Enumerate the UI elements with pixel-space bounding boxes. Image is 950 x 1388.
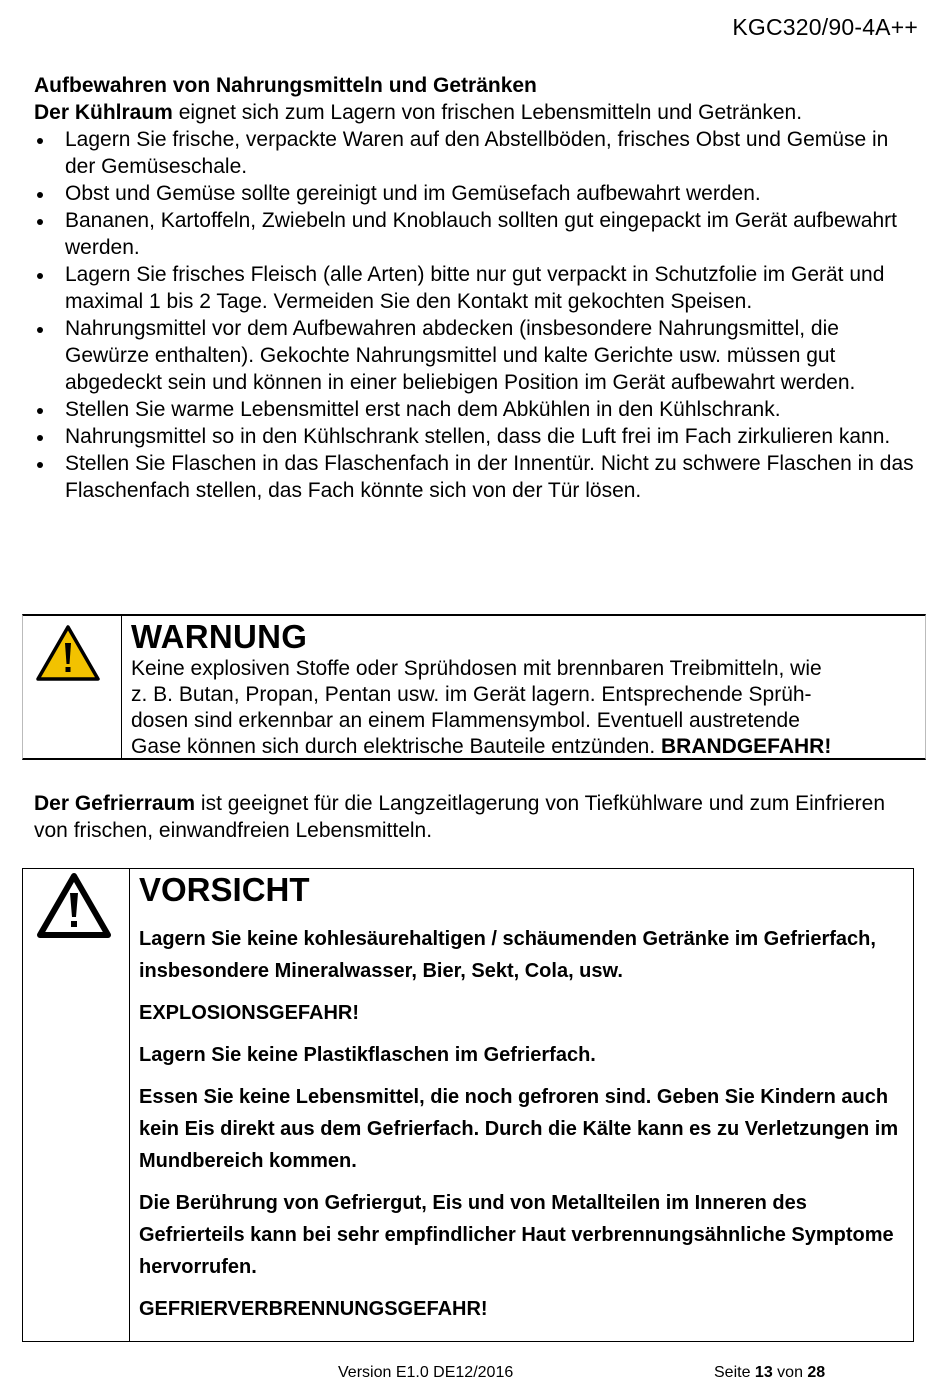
caution-icon-cell	[23, 869, 130, 1341]
list-item	[34, 126, 924, 180]
caution-paragraph: EXPLOSIONSGEFAHR!	[139, 1002, 360, 1024]
caution-title: VORSICHT	[139, 871, 310, 908]
caution-paragraph: Lagern Sie keine Plastikflaschen im Gefrierfach.	[139, 1044, 596, 1066]
section-heading: Aufbewahren von Nahrungsmitteln und Getränken	[34, 74, 537, 97]
caution-box	[22, 868, 914, 1342]
footer-page-number	[714, 1364, 825, 1382]
warning-line: dosen sind erkennbar an einem Flammensymbol. Eventuell austretende	[131, 709, 800, 732]
warning-triangle-icon	[35, 624, 101, 682]
list-item	[34, 315, 924, 396]
list-item	[34, 261, 924, 315]
warning-line-text: Gase können sich durch elektrische Bauteile entzünden.	[131, 735, 661, 758]
warning-line: z. B. Butan, Propan, Pentan usw. im Gerät lagern. Entsprechende Sprüh-	[131, 683, 812, 706]
footer-page-current: 13	[754, 1364, 773, 1381]
list-item	[34, 180, 924, 207]
storage-section	[34, 72, 924, 504]
list-item-text: Bananen, Kartoffeln, Zwiebeln und Knoblauch sollten gut eingepackt im Gerät aufbewahrt werden.	[65, 209, 897, 259]
bullet-icon	[37, 408, 43, 414]
list-item-text: Nahrungsmittel so in den Kühlschrank stellen, dass die Luft frei im Fach zirkulieren kann.	[65, 425, 891, 448]
caution-paragraph: Die Berührung von Gefriergut, Eis und von Metallteilen im Inneren des Gefrierteils kann bei sehr empfindlicher Haut verbrennungsähnliche Symptome hervorrufen.	[139, 1192, 894, 1278]
caution-paragraph: GEFRIERVERBRENNUNGSGEFAHR!	[139, 1298, 488, 1320]
caution-text	[139, 871, 899, 1335]
list-item	[34, 450, 924, 504]
bullet-icon	[37, 138, 43, 144]
warning-emphasis: BRANDGEFAHR!	[661, 735, 832, 758]
list-item-text: Stellen Sie Flaschen in das Flaschenfach in der Innentür. Nicht zu schwere Flaschen in das Flaschenfach stellen, das Fach könnte sich von der Tür lösen.	[65, 452, 914, 502]
list-item	[34, 207, 924, 261]
caution-paragraph: Lagern Sie keine kohlesäurehaltigen / schäumenden Getränke im Gefrierfach, insbesondere Mineralwasser, Bier, Sekt, Cola, usw.	[139, 928, 876, 982]
fridge-intro	[34, 99, 924, 126]
footer-page-label: Seite	[714, 1364, 755, 1381]
list-item-text: Lagern Sie frisches Fleisch (alle Arten) bitte nur gut verpackt in Schutzfolie im Gerät und maximal 1 bis 2 Tage. Vermeiden Sie den Kontakt mit gekochten Speisen.	[65, 263, 885, 313]
footer-version: Version E1.0 DE12/2016	[338, 1364, 514, 1381]
warning-icon-cell	[23, 616, 122, 758]
caution-triangle-icon	[35, 871, 113, 941]
list-item-text: Lagern Sie frische, verpackte Waren auf den Abstellböden, frisches Obst und Gemüse in der Gemüseschale.	[65, 128, 889, 178]
list-item	[34, 423, 924, 450]
warning-text	[131, 618, 921, 760]
bullet-icon	[37, 327, 43, 333]
storage-bullet-list	[34, 126, 924, 504]
warning-line: Keine explosiven Stoffe oder Sprühdosen mit brennbaren Treibmitteln, wie	[131, 657, 822, 680]
bullet-icon	[37, 435, 43, 441]
warning-title: WARNUNG	[131, 618, 308, 655]
bullet-icon	[37, 462, 43, 468]
list-item-text: Nahrungsmittel vor dem Aufbewahren abdecken (insbesondere Nahrungsmittel, die Gewürze enthalten). Gekochte Nahrungsmittel und kalte Gerichte usw. müssen gut abgedeckt sein und können in einer beliebigen Position im Gerät aufbewahrt werden.	[65, 317, 856, 394]
warning-body	[131, 656, 921, 760]
footer-page-of: von	[772, 1364, 808, 1381]
fridge-intro-text: eignet sich zum Lagern von frischen Lebensmitteln und Getränken.	[172, 101, 803, 124]
caution-paragraph: Essen Sie keine Lebensmittel, die noch gefroren sind. Geben Sie Kindern auch kein Eis direkt aus dem Gefrierfach. Durch die Kälte kann es zu Verletzungen im Mundbereich kommen.	[139, 1086, 899, 1172]
footer-page-total: 28	[807, 1364, 826, 1381]
fridge-intro-bold: Der Kühlraum	[34, 101, 173, 124]
bullet-icon	[37, 192, 43, 198]
freezer-intro-text: ist geeignet für die Langzeitlagerung von Tiefkühlware und zum Einfrieren von frischen, einwandfreien Lebensmitteln.	[34, 792, 885, 842]
list-item	[34, 396, 924, 423]
list-item-text: Stellen Sie warme Lebensmittel erst nach dem Abkühlen in den Kühlschrank.	[65, 398, 781, 421]
freezer-intro-bold: Der Gefrierraum	[34, 792, 196, 815]
warning-box	[22, 614, 926, 760]
list-item-text: Obst und Gemüse sollte gereinigt und im Gemüsefach aufbewahrt werden.	[65, 182, 761, 205]
bullet-icon	[37, 219, 43, 225]
warning-line	[131, 734, 921, 760]
freezer-intro	[34, 790, 924, 844]
model-number: KGC320/90-4A++	[732, 14, 918, 40]
bullet-icon	[37, 273, 43, 279]
